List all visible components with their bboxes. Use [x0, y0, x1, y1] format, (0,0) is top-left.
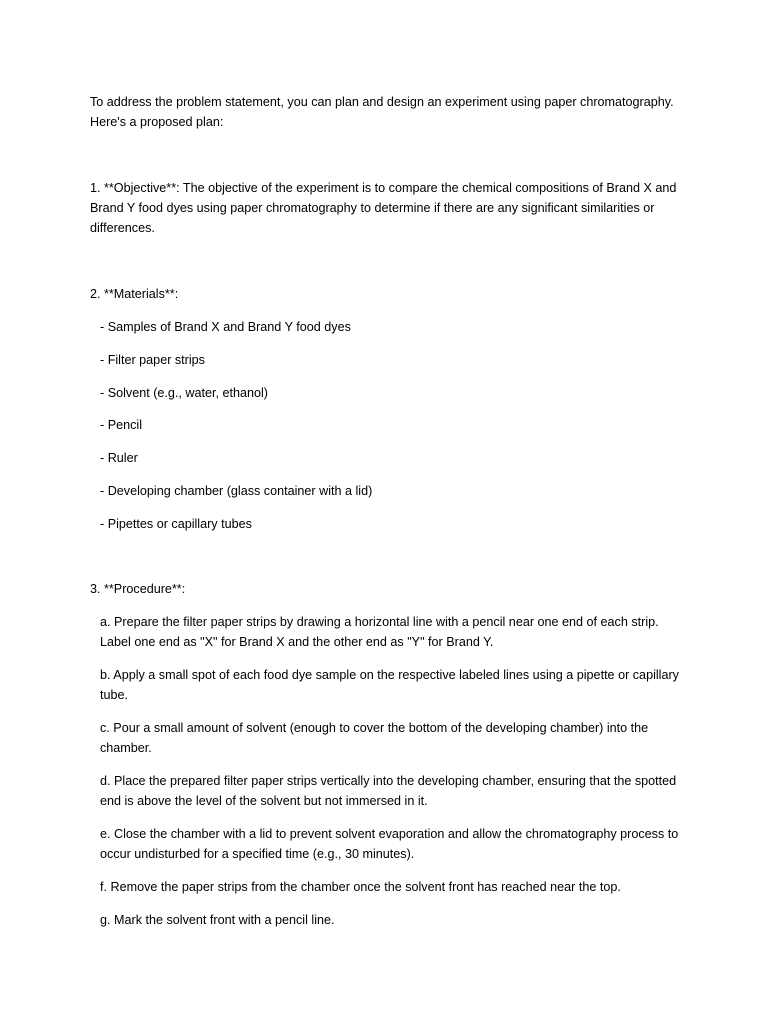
materials-item: - Ruler: [100, 451, 138, 465]
materials-item: - Samples of Brand X and Brand Y food dyes: [100, 320, 351, 334]
procedure-step: e. Close the chamber with a lid to prevent solvent evaporation and allow the chromatography process to occur undisturbed for a specified time (e.g., 30 minutes).: [100, 827, 679, 861]
procedure-step: c. Pour a small amount of solvent (enough to cover the bottom of the developing chamber) into the chamber.: [100, 721, 649, 755]
procedure-step: b. Apply a small spot of each food dye sample on the respective labeled lines using a pipette or capillary tube.: [100, 668, 679, 702]
procedure-step: a. Prepare the filter paper strips by drawing a horizontal line with a pencil near one end of each strip. Label one end as "X" for Brand X and the other end as "Y" for Brand Y.: [100, 615, 659, 649]
materials-item: - Pencil: [100, 418, 142, 432]
materials-item: - Pipettes or capillary tubes: [100, 517, 252, 531]
materials-item: - Developing chamber (glass container with a lid): [100, 484, 373, 498]
procedure-step: f. Remove the paper strips from the chamber once the solvent front has reached near the top.: [100, 880, 621, 894]
objective-paragraph: 1. **Objective**: The objective of the experiment is to compare the chemical compositions of Brand X and Brand Y food dyes using paper chromatography to determine if there are any significant similarities or differences.: [90, 181, 677, 235]
procedure-step: g. Mark the solvent front with a pencil line.: [100, 913, 335, 927]
materials-item: - Filter paper strips: [100, 353, 205, 367]
procedure-heading: 3. **Procedure**:: [90, 582, 186, 596]
procedure-step: d. Place the prepared filter paper strips vertically into the developing chamber, ensuring that the spotted end is above the level of the solvent but not immersed in it.: [100, 774, 677, 808]
materials-item: - Solvent (e.g., water, ethanol): [100, 386, 269, 400]
materials-heading: 2. **Materials**:: [90, 287, 179, 301]
intro-paragraph: To address the problem statement, you can plan and design an experiment using paper chromatography. Here's a proposed plan:: [90, 95, 674, 129]
